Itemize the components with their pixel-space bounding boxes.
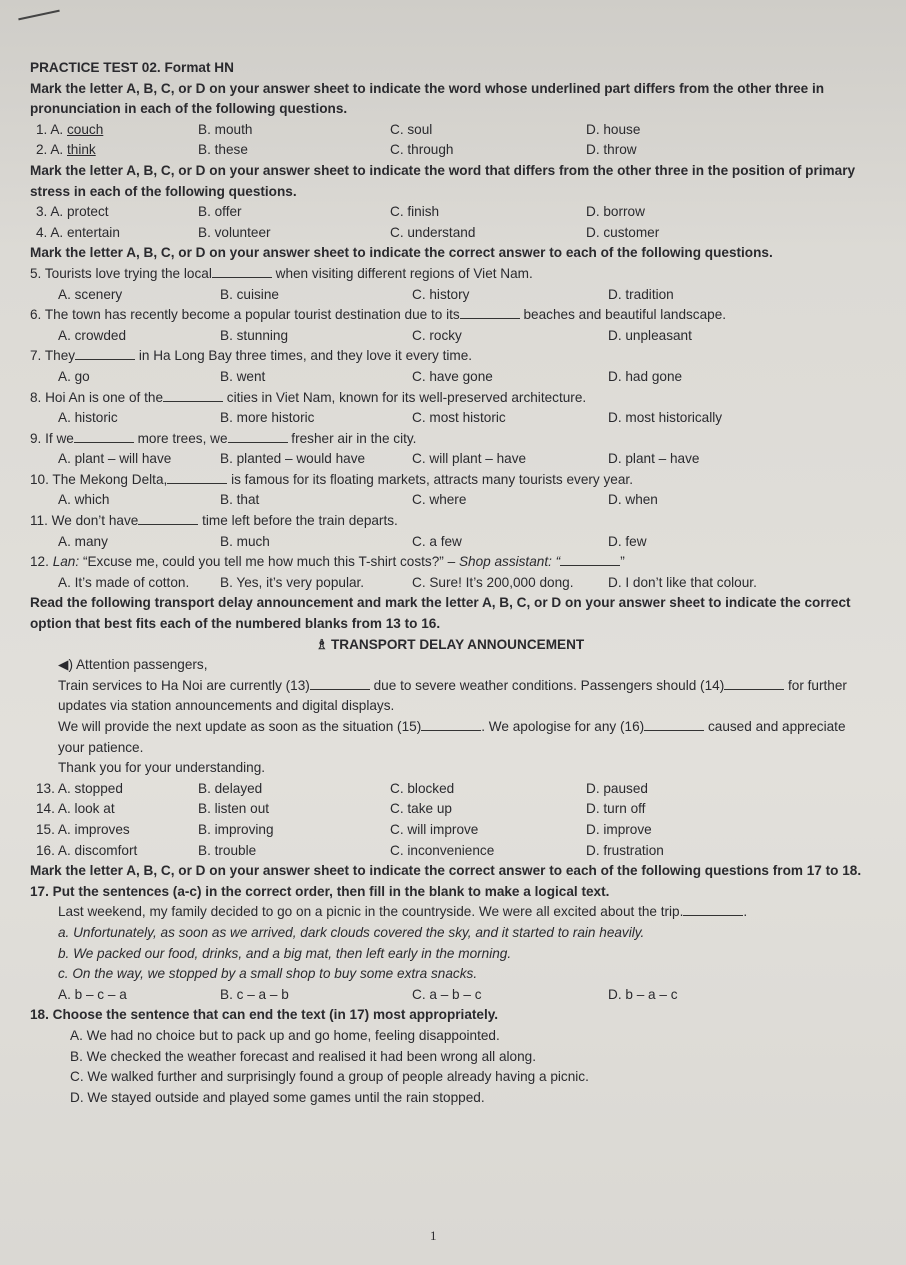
q12-stem — [30, 552, 870, 573]
q8-stem — [30, 388, 870, 409]
q6-options — [30, 326, 870, 347]
announcement-heading — [30, 635, 870, 656]
q17-option-b: B. c – a – b — [220, 986, 289, 1002]
q5-stem — [30, 264, 870, 285]
q5-option-c: C. history — [412, 286, 470, 302]
q2-a-word: think — [67, 142, 96, 158]
q6-stem-1: 6. The town has recently become a popular tourist destination due to its — [30, 307, 460, 323]
section5-instruction: Mark the letter A, B, C, or D on your answer sheet to indicate the correct answer to each of the following questions from 17 to 18. — [30, 863, 862, 879]
q1-option-b: B. mouth — [198, 121, 253, 137]
p1-part-c: for further updates via station announcements and digital displays. — [58, 677, 847, 714]
question-4 — [30, 223, 870, 244]
question-13 — [30, 779, 870, 800]
q13-option-b: B. delayed — [198, 780, 263, 796]
worksheet-content — [30, 58, 870, 1108]
q17-option-c: C. a – b – c — [412, 986, 482, 1002]
q10-blank — [167, 471, 227, 484]
q11-stem-2: time left before the train departs. — [202, 513, 398, 529]
p2-part-b: . We apologise for any (16) — [481, 719, 645, 734]
q1-option-c: C. soul — [390, 121, 433, 137]
q12-option-b: B. Yes, it’s very popular. — [220, 574, 365, 590]
q8-option-c: C. most historic — [412, 410, 506, 426]
question-16 — [30, 841, 870, 862]
p1-part-b: due to severe weather conditions. Passengers should (14) — [373, 677, 725, 693]
q3-option-c: C. finish — [390, 204, 440, 220]
p1-part-a: Train services to Ha Noi are currently (13) — [58, 677, 310, 693]
q4-option-a: 4. A. entertain — [36, 224, 120, 240]
announcement-paragraph-2 — [30, 717, 870, 758]
q12-option-d: D. I don’t like that colour. — [608, 574, 757, 590]
q5-option-b: B. cuisine — [220, 286, 279, 302]
q17-text-body: Last weekend, my family decided to go on a picnic in the countryside. We were all excited about the trip. — [58, 904, 684, 920]
q6-option-b: B. stunning — [220, 327, 289, 343]
q16-option-d: D. frustration — [586, 842, 664, 858]
section4-instruction: Read the following transport delay announcement and mark the letter A, B, C, or D on your answer sheet to indicate the correct option that best fits each of the numbered blanks from 13 to 16. — [30, 595, 851, 632]
q16-option-b: B. trouble — [198, 842, 257, 858]
q8-option-b: B. more historic — [220, 410, 315, 426]
q6-option-c: C. rocky — [412, 327, 462, 343]
blank-14 — [724, 677, 784, 690]
page-number: 1 — [430, 1228, 437, 1243]
q17-option-d: D. b – a – c — [608, 986, 678, 1002]
q8-option-d: D. most historically — [608, 410, 723, 426]
person-icon: ♗ — [315, 636, 328, 652]
q9-options — [30, 449, 870, 470]
q9-option-b: B. planted – would have — [220, 451, 366, 467]
p2-part-a: We will provide the next update as soon as the situation (15) — [58, 719, 422, 734]
q5-option-a: A. scenery — [58, 286, 123, 302]
blank-13 — [310, 677, 370, 690]
q9-blank-1 — [74, 430, 134, 443]
q11-blank — [138, 512, 198, 525]
q2-option-b: B. these — [198, 142, 248, 158]
q5-blank — [212, 265, 272, 278]
q18-option-a: A. We had no choice but to pack up and go home, feeling disappointed. — [70, 1027, 500, 1043]
section2-instruction: Mark the letter A, B, C, or D on your answer sheet to indicate the word that differs from the other three in the position of primary stress in each of the following questions. — [30, 162, 856, 199]
q8-blank — [163, 389, 223, 402]
announcement-thanks: Thank you for your understanding. — [58, 760, 266, 776]
section1-instruction: Mark the letter A, B, C, or D on your answer sheet to indicate the word whose underlined part differs from the other three in pronunciation in each of the following questions. — [30, 80, 825, 117]
q7-stem — [30, 346, 870, 367]
q10-stem-1: 10. The Mekong Delta, — [30, 471, 168, 487]
q9-stem — [30, 429, 870, 450]
q7-option-d: D. had gone — [608, 368, 683, 384]
q7-option-c: C. have gone — [412, 368, 493, 384]
q2-option-a — [30, 140, 198, 161]
q1-num: 1. A. — [36, 121, 64, 137]
q11-stem — [30, 511, 870, 532]
q17-sentence-b: b. We packed our food, drinks, and a big mat, then left early in the morning. — [58, 945, 512, 961]
q9-option-c: C. will plant – have — [412, 451, 527, 467]
q17-stem: 17. Put the sentences (a-c) in the correct order, then fill in the blank to make a logical text. — [30, 883, 610, 899]
q18-stem: 18. Choose the sentence that can end the text (in 17) most appropriately. — [30, 1007, 499, 1023]
question-1 — [30, 120, 870, 141]
q7-stem-2: in Ha Long Bay three times, and they love it every time. — [138, 348, 473, 364]
q10-stem-2: is famous for its floating markets, attracts many tourists every year. — [231, 471, 633, 487]
q13-option-c: C. blocked — [390, 780, 455, 796]
q5-options — [30, 285, 870, 306]
q1-a-word: couch — [67, 121, 104, 137]
q2-num: 2. A. — [36, 142, 64, 158]
q12-option-c: C. Sure! It’s 200,000 dong. — [412, 574, 574, 590]
q6-option-d: D. unpleasant — [608, 327, 692, 343]
q11-option-a: A. many — [58, 533, 108, 549]
q9-option-a: A. plant – will have — [58, 451, 172, 467]
q12-speaker-1: Lan: — [52, 554, 80, 570]
q1-option-a — [30, 120, 198, 141]
q9-stem-3: fresher air in the city. — [291, 430, 417, 446]
q2-option-c: C. through — [390, 142, 454, 158]
q15-option-a: 15. A. improves — [36, 821, 130, 837]
q17-text — [30, 902, 870, 923]
q3-option-a: 3. A. protect — [36, 204, 109, 220]
q13-option-d: D. paused — [586, 780, 648, 796]
q17-option-a: A. b – c – a — [58, 986, 127, 1002]
q12-option-a: A. It’s made of cotton. — [58, 574, 190, 590]
question-14 — [30, 799, 870, 820]
q11-option-b: B. much — [220, 533, 270, 549]
q8-option-a: A. historic — [58, 410, 118, 426]
q12-stem-3: ” — [620, 554, 625, 570]
q7-options — [30, 367, 870, 388]
q14-option-a: 14. A. look at — [36, 801, 115, 817]
greeting-text: Attention passengers, — [75, 657, 208, 673]
q15-option-d: D. improve — [586, 821, 652, 837]
q17-sentence-c: c. On the way, we stopped by a small shop to buy some extra snacks. — [58, 966, 478, 982]
q3-option-d: D. borrow — [586, 204, 645, 220]
question-2 — [30, 140, 870, 161]
q5-stem-1: 5. Tourists love trying the local — [30, 265, 212, 281]
q9-blank-2 — [228, 430, 288, 443]
q7-option-a: A. go — [58, 368, 90, 384]
pen-mark — [18, 10, 59, 21]
q15-option-c: C. will improve — [390, 821, 479, 837]
q14-option-d: D. turn off — [586, 801, 646, 817]
q4-option-c: C. understand — [390, 224, 476, 240]
q11-options — [30, 532, 870, 553]
q1-option-d: D. house — [586, 121, 641, 137]
q7-blank — [75, 347, 135, 360]
q4-option-b: B. volunteer — [198, 224, 271, 240]
q17-options — [30, 985, 870, 1006]
q11-option-c: C. a few — [412, 533, 462, 549]
q16-option-a: 16. A. discomfort — [36, 842, 138, 858]
q5-option-d: D. tradition — [608, 286, 674, 302]
heading-text: TRANSPORT DELAY ANNOUNCEMENT — [330, 636, 585, 652]
announcement-greeting — [30, 655, 870, 676]
q12-options — [30, 573, 870, 594]
q9-stem-2: more trees, we — [137, 430, 228, 446]
q12-stem-1: 12. — [30, 554, 49, 570]
q10-stem — [30, 470, 870, 491]
q2-option-d: D. throw — [586, 142, 637, 158]
q9-stem-1: 9. If we — [30, 430, 74, 446]
q13-option-a: 13. A. stopped — [36, 780, 123, 796]
q9-option-d: D. plant – have — [608, 451, 700, 467]
q8-options — [30, 408, 870, 429]
q6-option-a: A. crowded — [58, 327, 127, 343]
q6-stem — [30, 305, 870, 326]
q7-option-b: B. went — [220, 368, 266, 384]
q10-option-b: B. that — [220, 492, 260, 508]
blank-15 — [421, 718, 481, 731]
q7-stem-1: 7. They — [30, 348, 76, 364]
q12-blank — [560, 553, 620, 566]
q17-text-end: . — [743, 904, 748, 920]
q14-option-b: B. listen out — [198, 801, 270, 817]
question-15 — [30, 820, 870, 841]
q17-blank — [683, 903, 743, 916]
q6-stem-2: beaches and beautiful landscape. — [523, 307, 727, 323]
q10-option-a: A. which — [58, 492, 110, 508]
q11-option-d: D. few — [608, 533, 647, 549]
q3-option-b: B. offer — [198, 204, 242, 220]
q10-option-d: D. when — [608, 492, 658, 508]
q16-option-c: C. inconvenience — [390, 842, 495, 858]
announcement-paragraph-1 — [30, 676, 870, 717]
q12-stem-2: “Excuse me, could you tell me how much this T-shirt costs?” – — [82, 554, 456, 570]
section3-instruction: Mark the letter A, B, C, or D on your answer sheet to indicate the correct answer to each of the following questions. — [30, 245, 773, 261]
q18-option-b: B. We checked the weather forecast and realised it had been wrong all along. — [70, 1048, 536, 1064]
q14-option-c: C. take up — [390, 801, 452, 817]
q18-option-c: C. We walked further and surprisingly found a group of people already having a picnic. — [70, 1069, 589, 1085]
q8-stem-1: 8. Hoi An is one of the — [30, 389, 164, 405]
question-3 — [30, 202, 870, 223]
q4-option-d: D. customer — [586, 224, 660, 240]
speaker-icon: ◀) — [58, 657, 73, 673]
q10-options — [30, 490, 870, 511]
q18-option-d: D. We stayed outside and played some games until the rain stopped. — [70, 1089, 485, 1105]
q6-blank — [460, 306, 520, 319]
q17-sentence-a: a. Unfortunately, as soon as we arrived, dark clouds covered the sky, and it started to rain heavily. — [58, 924, 645, 940]
q8-stem-2: cities in Viet Nam, known for its well-preserved architecture. — [226, 389, 587, 405]
q11-stem-1: 11. We don’t have — [30, 513, 139, 529]
q12-speaker-2: Shop assistant: “ — [458, 554, 561, 570]
p2-part-c: caused and appreciate your patience. — [58, 719, 846, 755]
q5-stem-2: when visiting different regions of Viet Nam. — [275, 265, 533, 281]
blank-16 — [644, 718, 704, 731]
q15-option-b: B. improving — [198, 821, 274, 837]
q10-option-c: C. where — [412, 492, 467, 508]
page-title: PRACTICE TEST 02. Format HN — [30, 60, 234, 75]
